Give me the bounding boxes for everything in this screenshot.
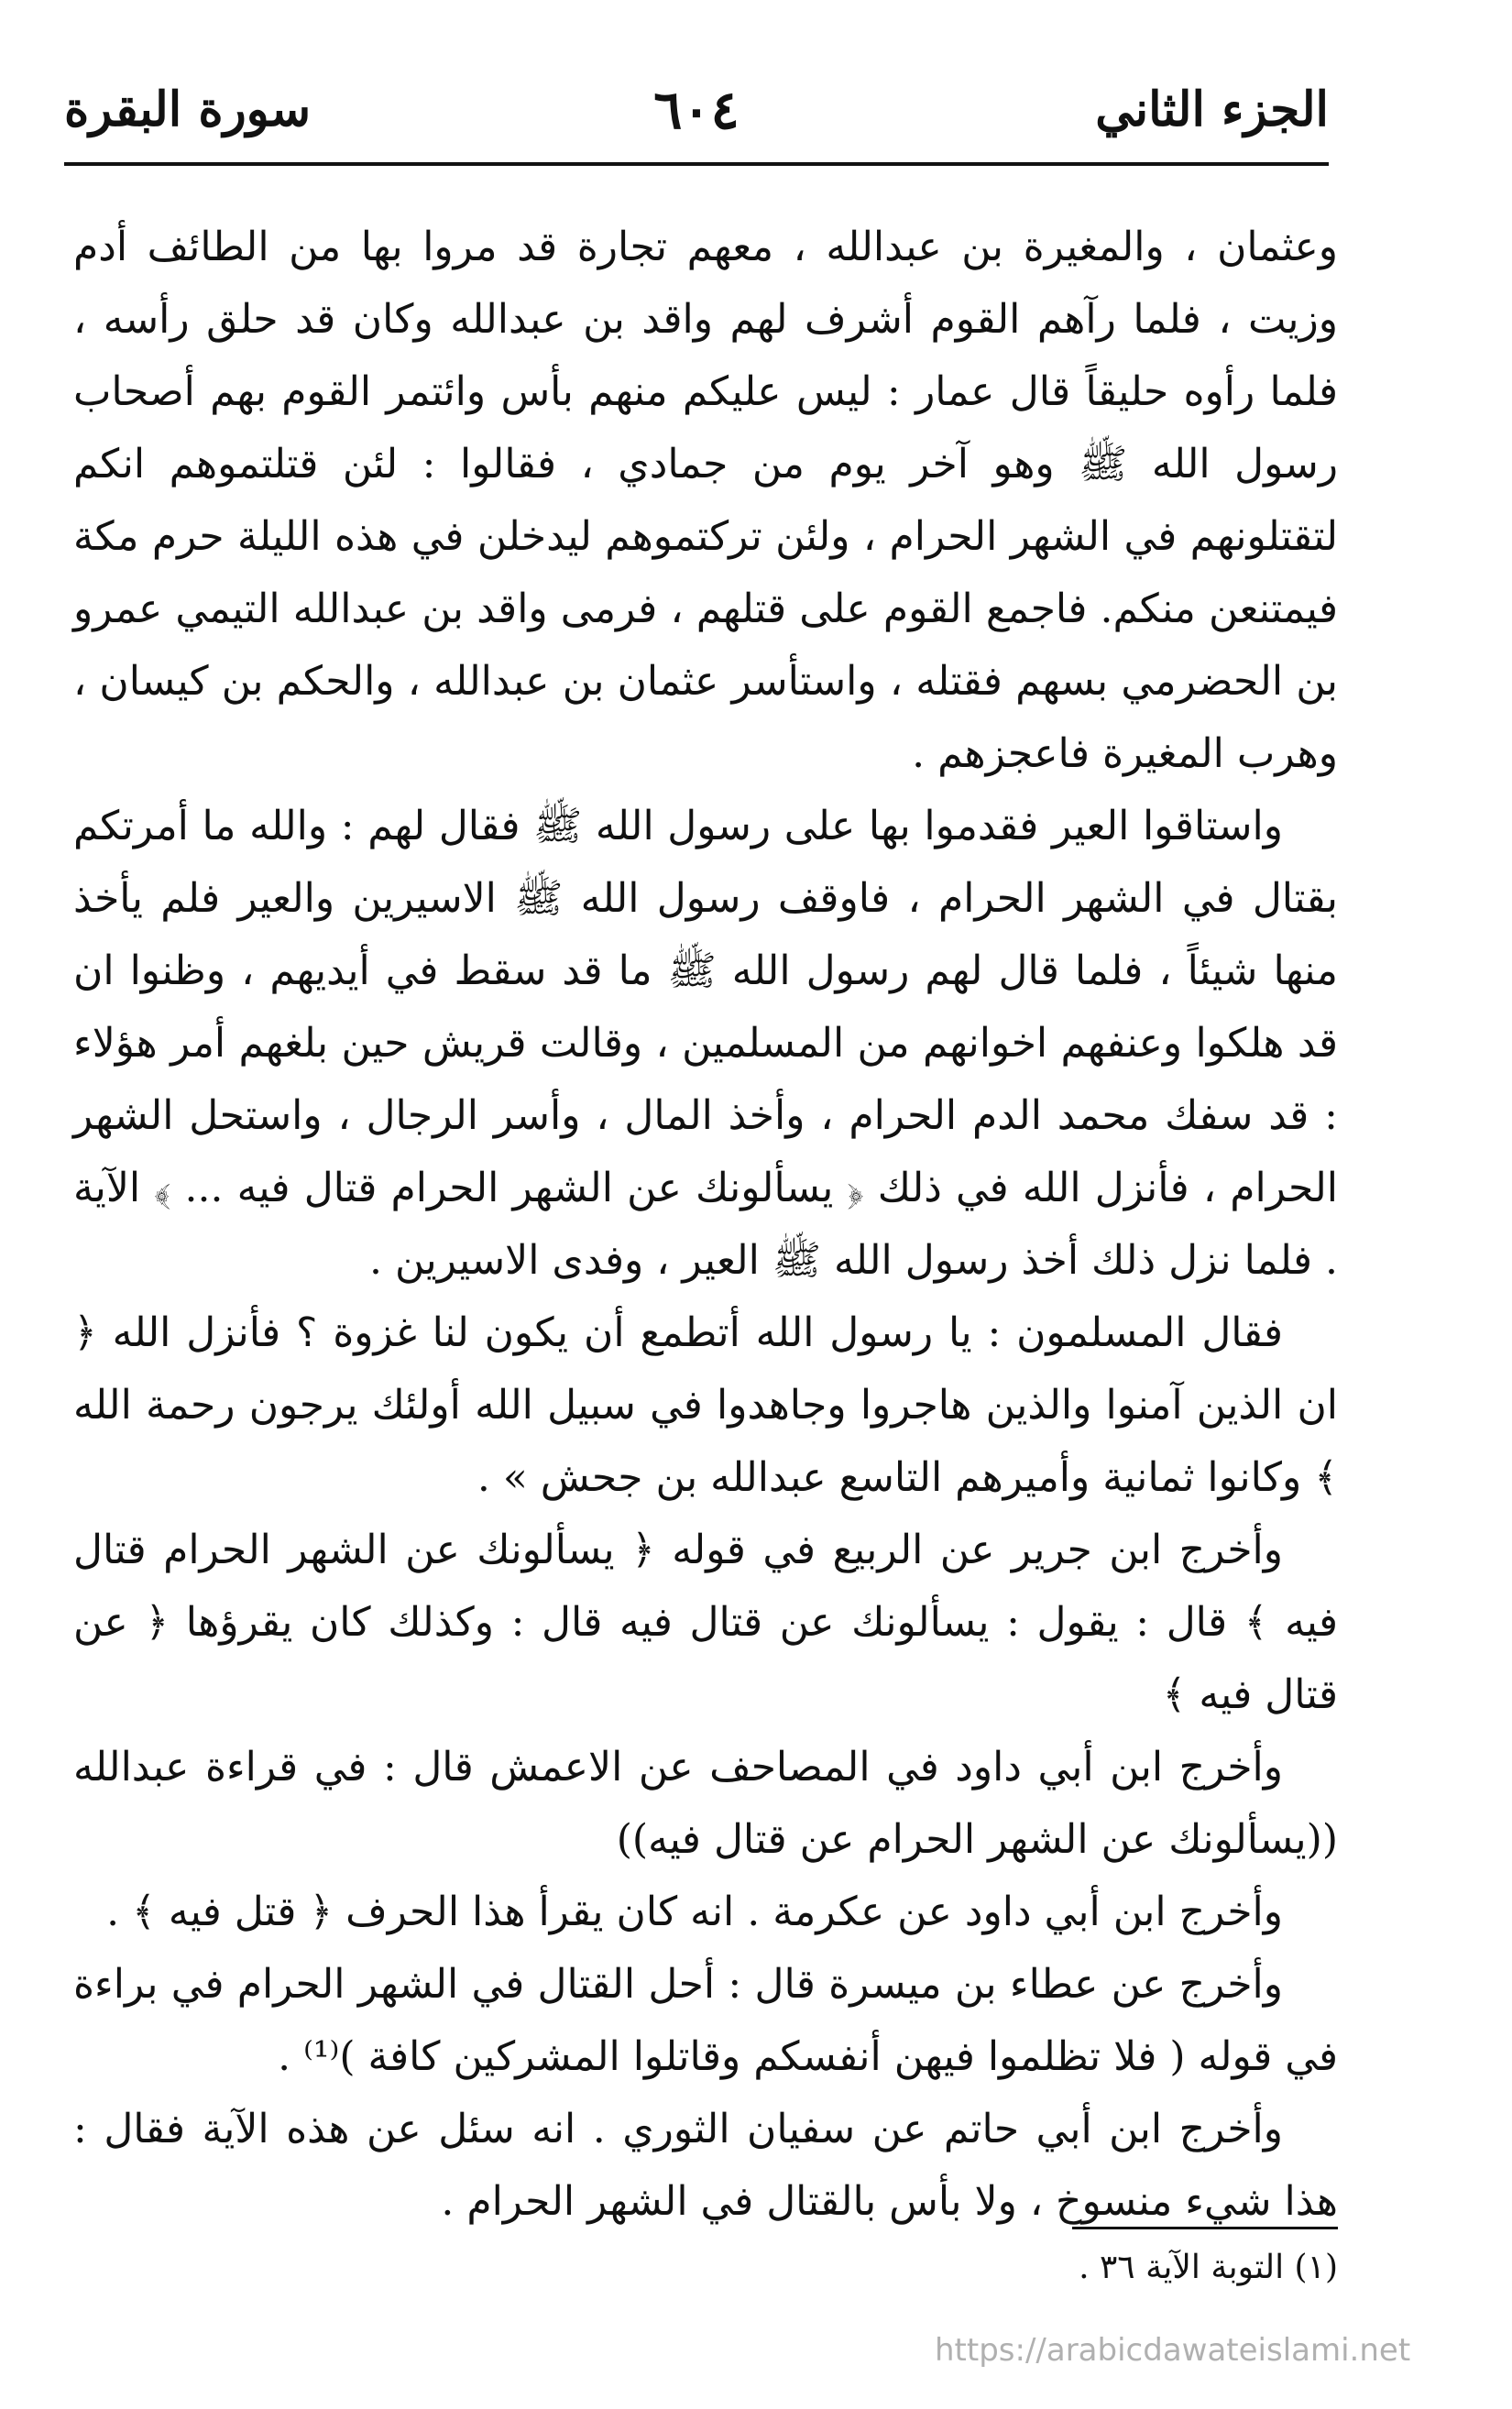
paragraph-5: وأخرج ابن أبي داود في المصاحف عن الاعمش قال : في قراءة عبدالله ((يسألونك عن الشهر الحرام عن قتال فيه)) bbox=[73, 1744, 1338, 1863]
paragraph-7: وأخرج عن عطاء بن ميسرة قال : أحل القتال في الشهر الحرام في براءة في قوله ( فلا تظلموا فيهن أنفسكم وقاتلوا المشركين كافة )⁽¹⁾ . bbox=[73, 1961, 1338, 2080]
paragraph-8: وأخرج ابن أبي حاتم عن سفيان الثوري . انه سئل عن هذه الآية فقال : هذا شيء منسوخ ، ولا بأس بالقتال في الشهر الحرام . bbox=[73, 2106, 1338, 2225]
page-number: ٦٠٤ bbox=[653, 79, 740, 141]
footnote-rule bbox=[1072, 2227, 1338, 2229]
main-text bbox=[73, 211, 1338, 2238]
running-head bbox=[64, 64, 1329, 156]
paragraph-3: فقال المسلمون : يا رسول الله أتطمع أن يكون لنا غزوة ؟ فأنزل الله ﴿ ان الذين آمنوا والذين هاجروا وجاهدوا في سبيل الله أولئك يرجون رحمة الله ﴾ وكانوا ثمانية وأميرهم التاسع عبدالله بن جحش » . bbox=[73, 1309, 1338, 1501]
paragraph-4: وأخرج ابن جرير عن الربيع في قوله ﴿ يسألونك عن الشهر الحرام قتال فيه ﴾ قال : يقول : يسألونك عن قتال فيه قال : وكذلك كان يقرؤها ﴿ عن قتال فيه ﴾ bbox=[73, 1527, 1338, 1718]
part-title: الجزء الثاني bbox=[1095, 82, 1329, 137]
footnote: (١) التوبة الآية ٣٦ . bbox=[1079, 2249, 1338, 2286]
paragraph-1: وعثمان ، والمغيرة بن عبدالله ، معهم تجارة قد مروا بها من الطائف أدم وزيت ، فلما رآهم القوم أشرف لهم واقد بن عبدالله وكان قد حلق رأسه ، فلما رأوه حليقاً قال عمار : ليس عليكم منهم بأس وائتمر القوم بهم أصحاب رسول الله ﷺ وهو آخر يوم من جمادي ، فقالوا : لئن قتلتموهم انكم لتقتلونهم في الشهر الحرام ، ولئن تركتموهم ليدخلن في هذه الليلة حرم مكة فيمتنعن منكم. فاجمع القوم على قتلهم ، فرمى واقد بن عبدالله التيمي عمرو بن الحضرمي بسهم فقتله ، واستأسر عثمان بن عبدالله ، والحكم بن كيسان ، وهرب المغيرة فاعجزهم . bbox=[73, 224, 1338, 777]
paragraph-2: واستاقوا العير فقدموا بها على رسول الله ﷺ فقال لهم : والله ما أمرتكم بقتال في الشهر الحرام ، فاوقف رسول الله ﷺ الاسيرين والعير فلم يأخذ منها شيئاً ، فلما قال لهم رسول الله ﷺ ما قد سقط في أيديهم ، وظنوا ان قد هلكوا وعنفهم اخوانهم من المسلمين ، وقالت قريش حين بلغهم أمر هؤلاء : قد سفك محمد الدم الحرام ، وأخذ المال ، وأسر الرجال ، واستحل الشهر الحرام ، فأنزل الله في ذلك ﴿ يسألونك عن الشهر الحرام قتال فيه ... ﴾ الآية . فلما نزل ذلك أخذ رسول الله ﷺ العير ، وفدى الاسيرين . bbox=[73, 803, 1338, 1284]
paragraph-6: وأخرج ابن أبي داود عن عكرمة . انه كان يقرأ هذا الحرف ﴿ قتل فيه ﴾ . bbox=[106, 1889, 1283, 1935]
surah-title: سورة البقرة bbox=[64, 82, 312, 137]
header-rule bbox=[64, 162, 1329, 166]
watermark-url: https://arabicdawateislami.net bbox=[935, 2332, 1411, 2369]
